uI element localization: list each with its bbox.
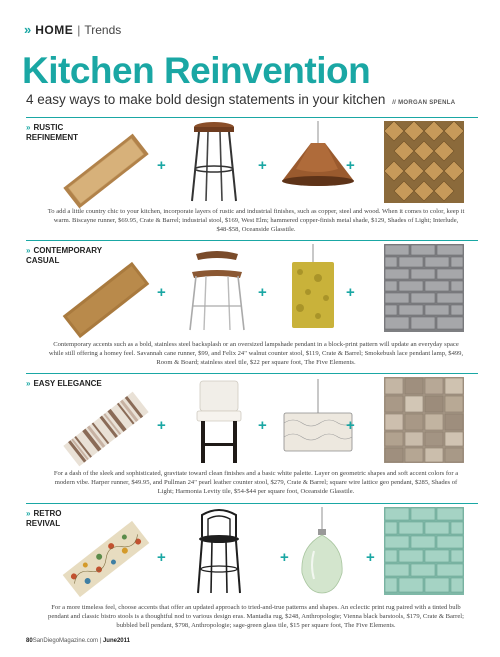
plus-icon: + <box>157 549 166 566</box>
smokebush-pendant-image <box>288 244 338 332</box>
savannah-runner-image <box>56 260 156 340</box>
plus-icon: + <box>346 417 355 434</box>
sage-green-glass-tile-image <box>384 507 464 595</box>
section-caption: To add a little country chic to your kitchen, incorporate layers of rustic and industrial finishes, such as copper, steel and wood. When it comes to color, keep it warm. Biscayne runner, $69.95, Crate & Barrel; industrial stool, $169, West Elm; hammered copper-finish metal shade, $129, Shades of Light; Interlude, $48-$58, Oceanside Glasstile. <box>47 208 465 233</box>
plus-icon: + <box>157 417 166 434</box>
section-label: » CONTEMPORARY CASUAL <box>26 246 103 265</box>
industrial-stool-image <box>184 119 244 203</box>
page-subtitle <box>26 92 455 107</box>
footer-issue: June2011 <box>102 638 130 644</box>
byline: // MORGAN SPENLA <box>392 100 456 106</box>
section-divider <box>26 117 478 118</box>
section-divider <box>26 373 478 374</box>
chevron-right-icon: » <box>24 22 32 37</box>
section-label: » EASY ELEGANCE <box>26 379 102 388</box>
mantadia-rug-image <box>56 519 156 599</box>
section-divider <box>26 240 478 241</box>
section-header <box>24 22 121 37</box>
section-name: HOME <box>35 22 74 37</box>
plus-icon: + <box>258 284 267 301</box>
subsection-name: Trends <box>84 22 122 37</box>
plus-icon: + <box>280 549 289 566</box>
footer-site: SanDiegoMagazine.com <box>32 638 99 644</box>
biscayne-runner-image <box>56 131 156 211</box>
chevron-right-icon: » <box>26 379 31 388</box>
bubbled-bell-pendant-image <box>294 507 350 595</box>
section-rustic-refinement <box>26 117 478 237</box>
pullman-leather-stool-image <box>192 379 246 463</box>
section-caption: For a more timeless feel, choose accents that offer an updated approach to tried-and-true patterns and shapes. An eclectic print rug paired with a tinted bulb pendant and classic bistro stools is a thoughtful nod to various design eras. Mantadia rug, $248, Anthropologie; Vienna black barstools, $179, Crate & Barrel; bubbled bell pendant, $798, Anthropologie; sage-green glass tile, $15 per square foot, The Five Elements. <box>48 604 464 629</box>
harmonia-levity-tile-image <box>384 377 464 463</box>
plus-icon: + <box>346 284 355 301</box>
plus-icon: + <box>258 417 267 434</box>
plus-icon: + <box>157 157 166 174</box>
chevron-right-icon: » <box>26 123 31 132</box>
section-label: » RETRO REVIVAL <box>26 509 62 528</box>
page-title: Kitchen Reinvention <box>22 50 371 91</box>
plus-icon: + <box>346 157 355 174</box>
section-caption: Contemporary accents such as a bold, stainless steel backsplash or an oversized lampshade pendant in a block-print pattern will update an everyday space while still offering a homey feel. Savannah cane runner, $99, and Felix 24" walnut counter stool, $119, Crate & Barrel; Smokebush lace pendant lamp, $499, Room & Board; stainless steel tile, $22 per square foot, The Five Elements. <box>48 341 464 366</box>
chevron-right-icon: » <box>26 246 31 255</box>
plus-icon: + <box>157 284 166 301</box>
harper-runner-image <box>56 389 156 469</box>
section-easy-elegance <box>26 373 478 498</box>
section-retro-revival <box>26 503 478 633</box>
header-separator: | <box>77 22 81 37</box>
section-divider <box>26 503 478 504</box>
section-contemporary-casual <box>26 240 478 365</box>
section-label: » RUSTIC REFINEMENT <box>26 123 78 142</box>
plus-icon: + <box>366 549 375 566</box>
page-footer: 80SanDiegoMagazine.com | June2011 <box>26 638 130 644</box>
vienna-barstool-image <box>192 507 246 595</box>
section-caption: For a dash of the sleek and sophisticated, gravitate toward clean finishes and a basic white palette. Layer on geometric shapes and soft accent colors for a modern vibe. Harper runner, $49.95, and Pullman 24" pearl leather counter stool, $279, Crate & Barrel; square wire lattice geo pendant, $285, Shades of Light; Harmonia Levity tile, $54-$44 per square foot, Oceanside Glasstile. <box>53 470 459 495</box>
plus-icon: + <box>258 157 267 174</box>
chevron-right-icon: » <box>26 509 31 518</box>
interlude-tile-image <box>384 121 464 203</box>
stainless-steel-tile-image <box>384 244 464 332</box>
felix-walnut-stool-image <box>182 246 252 332</box>
page-number: 80 <box>26 638 33 644</box>
subtitle-text: 4 easy ways to make bold design statements in your kitchen <box>26 92 386 107</box>
